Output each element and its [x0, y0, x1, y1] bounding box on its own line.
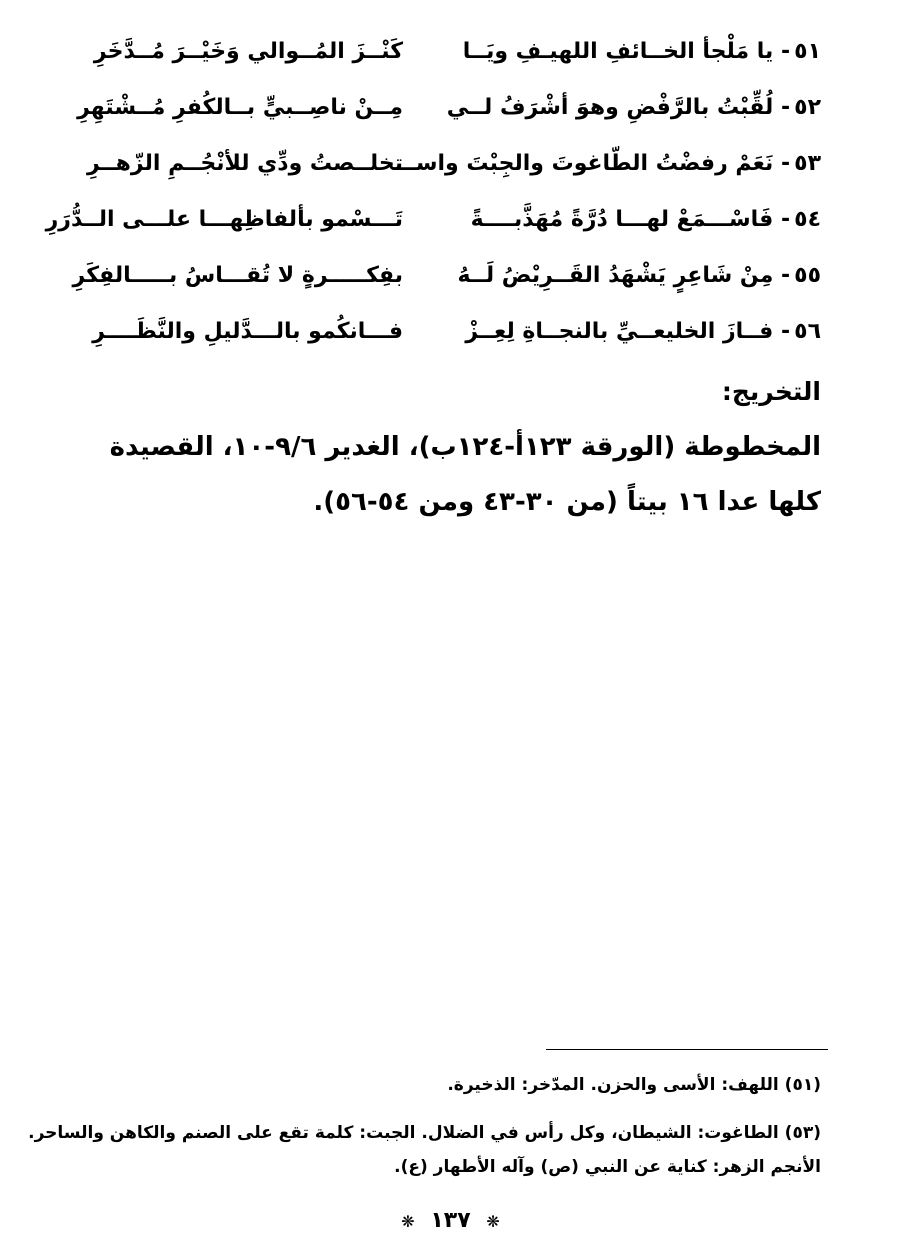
verse-52 [73, 88, 821, 128]
verse-number: ٥٢ [794, 95, 821, 120]
footnote-51: (٥١) اللهف: الأسى والحزن. المدّخر: الذخيرة. [447, 1075, 821, 1095]
verse-second-hemistich: كَنْــزَ المُــوالي وَخَيْــرَ مُــدَّخَرِ [93, 39, 403, 64]
hemistich-text: فَاسْـــمَعْ لهـــا دُرَّةً مُهَذَّبــــةً [470, 207, 774, 232]
verse-number: ٥٥ [794, 263, 821, 288]
verse-first-hemistich: ٥٦- فــازَ الخليعــيِّ بالنجــاةِ لِعِــزْ [461, 312, 821, 352]
verse-number: ٥١ [794, 39, 821, 64]
verse-second-hemistich: بفِكـــــرةٍ لا تُقـــاسُ بـــــالفِكَرِ [72, 263, 403, 288]
takhrij-paragraph: المخطوطة (الورقة ١٢٣أ-١٢٤ب)، الغدير ٩/٦-١٠، القصيدة كلها عدا ١٦ بيتاً (من ٣٠-٤٣ ومن ٥٤-٥٦). [109, 432, 821, 517]
ornament-icon: ❋ [486, 1212, 500, 1231]
hemistich-text: لُقِّبْتُ بالرَّفْضِ وهوَ أشْرَفُ لــي [446, 95, 774, 120]
hemistich-text: فــازَ الخليعــيِّ بالنجــاةِ لِعِــزْ [465, 319, 774, 344]
takhrij-heading: التخريج: [721, 377, 821, 406]
verse-second-hemistich: تَـــسْمو بألفاظِهـــا علـــى الــدُّرَرِ [45, 207, 403, 232]
verse-56 [73, 312, 821, 352]
verse-first-hemistich: ٥٣- نَعَمْ رفضْتُ الطّاغوتَ والجِبْتَ واســـ [461, 144, 821, 184]
page-number: ١٣٧ [430, 1208, 471, 1233]
verse-55 [73, 256, 821, 296]
verse-first-hemistich: ٥٤- فَاسْـــمَعْ لهـــا دُرَّةً مُهَذَّبــــةً [461, 200, 821, 240]
hemistich-text: مِنْ شَاعِرٍ يَشْهَدُ القَــرِيْضُ لَــهُ [457, 263, 774, 288]
verse-54 [45, 200, 821, 240]
hemistich-text: نَعَمْ رفضْتُ الطّاغوتَ والجِبْتَ واســـ [393, 151, 774, 176]
verse-second-hemistich: تخلــصتُ ودِّي للأنْجُــمِ الزّهــرِ [86, 151, 403, 176]
verse-second-hemistich: مِــنْ ناصِــبيٍّ بــالكُفرِ مُــشْتَهِرِ [77, 95, 403, 120]
verse-first-hemistich: ٥١- يا مَلْجأ الخــائفِ اللهيـفِ ويَــا [461, 32, 821, 72]
hemistich-text: يا مَلْجأ الخــائفِ اللهيـفِ ويَــا [462, 39, 774, 64]
verse-51 [73, 32, 821, 72]
footnote-53: (٥٣) الطاغوت: الشيطان، وكل رأس في الضلال. الجبت: كلمة تقع على الصنم والكاهن والساحر. [28, 1123, 821, 1143]
verse-number: ٥٤ [794, 207, 821, 232]
verse-53 [73, 144, 821, 184]
ornament-icon: ❋ [401, 1212, 415, 1231]
verse-first-hemistich: ٥٥- مِنْ شَاعِرٍ يَشْهَدُ القَــرِيْضُ لَــهُ [461, 256, 821, 296]
page-footer [0, 1208, 901, 1233]
verse-number: ٥٦ [794, 319, 821, 344]
footnote-53-continued: الأنجم الزهر: كناية عن النبي (ص) وآله الأطهار (ع). [394, 1157, 821, 1177]
verse-first-hemistich: ٥٢- لُقِّبْتُ بالرَّفْضِ وهوَ أشْرَفُ لــي [461, 88, 821, 128]
verse-second-hemistich: فـــانكُمو بالـــدَّليلِ والنَّظَــــرِ [92, 319, 403, 344]
verse-number: ٥٣ [794, 151, 821, 176]
footnote-separator [546, 1049, 828, 1050]
